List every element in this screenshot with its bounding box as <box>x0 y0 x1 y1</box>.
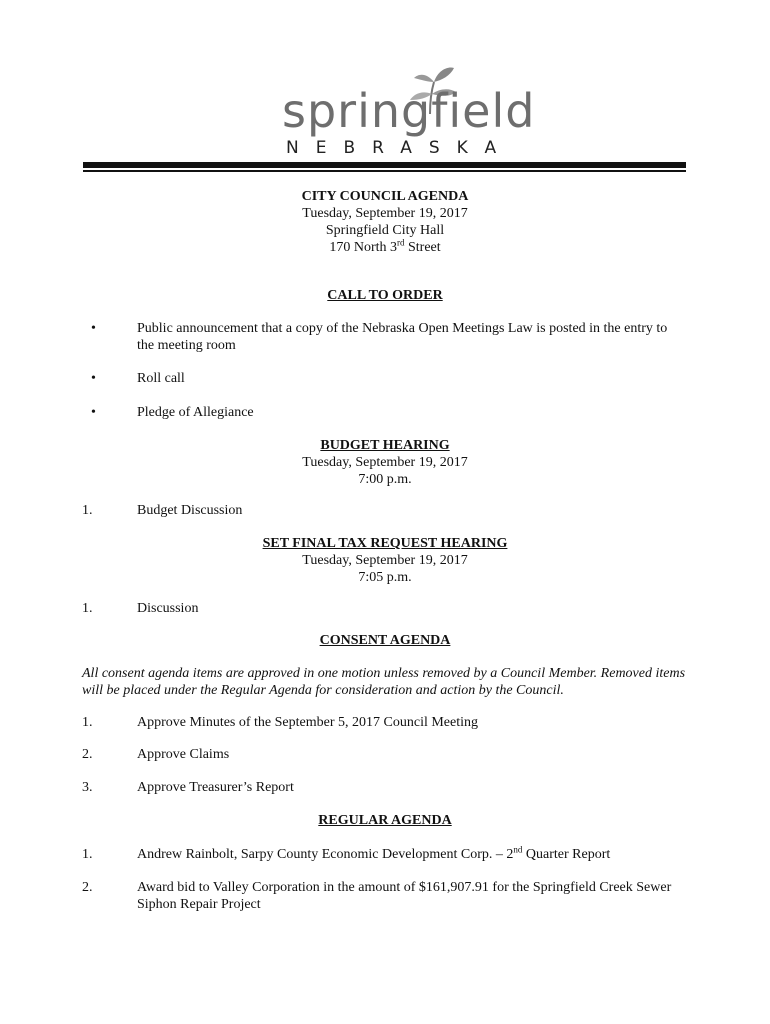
agenda-title: CITY COUNCIL AGENDA <box>301 189 469 204</box>
tax-hearing-header <box>0 535 770 586</box>
agenda-header <box>0 188 770 256</box>
list-item: 1. Approve Minutes of the September 5, 2017 Council Meeting <box>82 715 478 730</box>
call-to-order-heading: CALL TO ORDER <box>327 288 443 303</box>
bullet: • <box>91 321 96 336</box>
list-item: 1. Discussion <box>82 601 199 616</box>
logo-subtitle: NEBRASKA <box>286 138 514 158</box>
budget-hearing-date: Tuesday, September 19, 2017 <box>302 455 468 470</box>
header-rule-thin <box>83 170 686 172</box>
meeting-address: 170 North 3rd Street <box>329 237 441 255</box>
regular-agenda-heading: REGULAR AGENDA <box>318 813 452 828</box>
list-item: 3. Approve Treasurer’s Report <box>82 780 294 795</box>
budget-hearing-heading: BUDGET HEARING <box>320 438 450 453</box>
meeting-date: Tuesday, September 19, 2017 <box>302 206 468 221</box>
tax-hearing-time: 7:05 p.m. <box>358 570 412 585</box>
logo-wordmark: springfield <box>282 84 536 138</box>
meeting-location: Springfield City Hall <box>325 223 445 238</box>
list-item: 1. Budget Discussion <box>82 503 243 518</box>
tax-hearing-date: Tuesday, September 19, 2017 <box>302 553 468 568</box>
bullet: • <box>91 371 96 386</box>
list-item: 1. Andrew Rainbolt, Sarpy County Economic Development Corp. – 2nd Quarter Report <box>82 844 611 862</box>
budget-hearing-header <box>0 437 770 488</box>
list-item: • Roll call <box>91 371 185 386</box>
tax-hearing-heading: SET FINAL TAX REQUEST HEARING <box>262 536 508 551</box>
header-rule-thick <box>83 162 686 168</box>
springfield-logo <box>270 60 536 165</box>
consent-agenda-note: All consent agenda items are approved in one motion unless removed by a Council Member. Removed items will be placed under the Regular Agenda for consideration and action by the Council. <box>82 666 686 698</box>
consent-agenda-heading: CONSENT AGENDA <box>319 633 451 648</box>
list-item: 2. Award bid to Valley Corporation in the amount of $161,907.91 for the Springfield Creek Sewer Siphon Repair Project <box>82 880 672 912</box>
bullet: • <box>91 405 96 420</box>
list-item: 2. Approve Claims <box>82 747 230 762</box>
list-item: • Pledge of Allegiance <box>91 405 254 420</box>
budget-hearing-time: 7:00 p.m. <box>358 472 412 487</box>
list-item: • Public announcement that a copy of the Nebraska Open Meetings Law is posted in the entry to the meeting room <box>91 321 668 353</box>
